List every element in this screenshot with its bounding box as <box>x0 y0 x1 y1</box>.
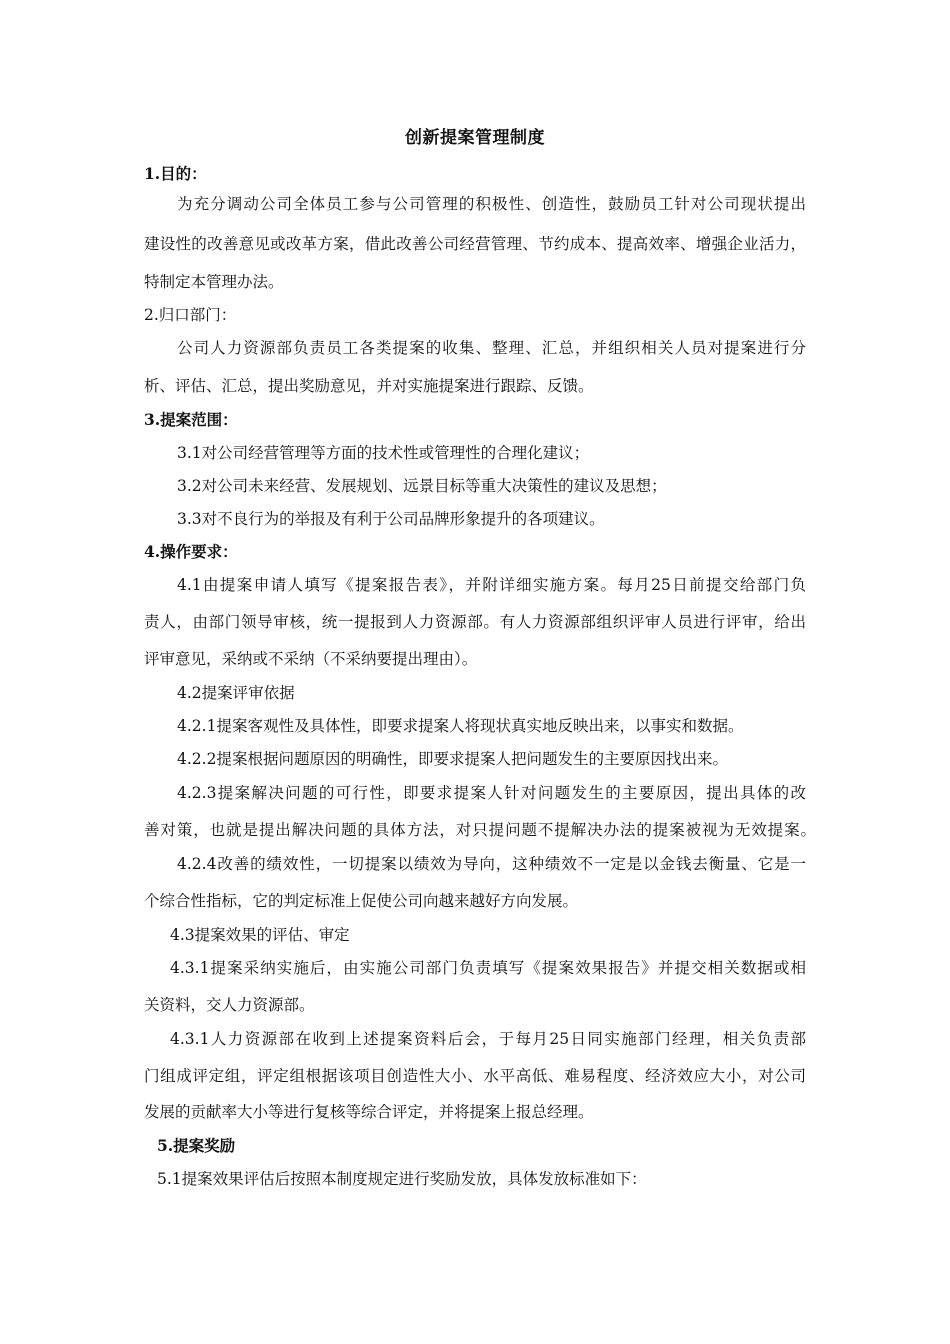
section-heading-rewards: 5.提案奖励 <box>157 1136 236 1155</box>
paragraph-line: 4.2.3提案解决问题的可行性，即要求提案人针对问题发生的主要原因，提出具体的改 <box>177 784 806 802</box>
section-heading-requirements: 4.操作要求： <box>144 542 238 561</box>
list-item: 3.2对公司未来经营、发展规划、远景目标等重大决策性的建议及思想； <box>177 477 667 495</box>
section-heading-department: 2.归口部门： <box>144 306 237 324</box>
document-title: 创新提案管理制度 <box>405 128 545 148</box>
paragraph-line: 关资料，交人力资源部。 <box>144 996 315 1014</box>
paragraph-line: 建设性的改善意见或改革方案，借此改善公司经营管理、节约成本、提高效率、增强企业活力， <box>144 235 806 253</box>
paragraph-line: 评审意见，采纳或不采纳（不采纳要提出理由）。 <box>144 650 478 668</box>
paragraph-line: 4.2.4改善的绩效性，一切提案以绩效为导向，这种绩效不一定是以金钱去衡量、它是一 <box>177 855 806 873</box>
paragraph-line: 5.1提案效果评估后按照本制度规定进行奖励发放，具体发放标准如下： <box>157 1170 647 1188</box>
paragraph-line: 4.1由提案申请人填写《提案报告表》，并附详细实施方案。每月25日前提交给部门负 <box>177 576 806 594</box>
paragraph-line: 为充分调动公司全体员工参与公司管理的积极性、创造性，鼓励员工针对公司现状提出 <box>177 195 806 213</box>
paragraph-line: 责人，由部门领导审核，统一提报到人力资源部。有人力资源部组织评审人员进行评审，给出 <box>144 613 806 631</box>
section-heading-purpose: 1.目的： <box>144 164 207 183</box>
paragraph-line: 4.2.2提案根据问题原因的明确性，即要求提案人把问题发生的主要原因找出来。 <box>177 750 728 768</box>
paragraph-line: 4.2.1提案客观性及具体性，即要求提案人将现状真实地反映出来，以事实和数据。 <box>177 717 744 735</box>
paragraph-line: 善对策，也就是提出解决问题的具体方法，对只提问题不提解决办法的提案被视为无效提案。 <box>144 821 816 839</box>
subsection-heading: 4.3提案效果的评估、审定 <box>170 926 350 944</box>
list-item: 3.3对不良行为的举报及有利于公司品牌形象提升的各项建议。 <box>177 510 605 528</box>
section-heading-scope: 3.提案范围： <box>144 410 238 429</box>
paragraph-line: 4.3.1提案采纳实施后，由实施公司部门负责填写《提案效果报告》并提交相关数据或相 <box>170 959 806 977</box>
paragraph-line: 门组成评定组，评定组根据该项目创造性大小、水平高低、难易程度、经济效应大小，对公司 <box>144 1067 806 1085</box>
list-item: 3.1对公司经营管理等方面的技术性或管理性的合理化建议； <box>177 444 590 462</box>
paragraph-line: 析、评估、汇总，提出奖励意见，并对实施提案进行跟踪、反馈。 <box>144 377 594 395</box>
paragraph-line: 特制定本管理办法。 <box>144 273 284 291</box>
subsection-heading: 4.2提案评审依据 <box>177 684 295 702</box>
paragraph-line: 发展的贡献率大小等进行复核等综合评定，并将提案上报总经理。 <box>144 1103 594 1121</box>
paragraph-line: 4.3.1人力资源部在收到上述提案资料后会，于每月25日同实施部门经理，相关负责部 <box>170 1030 806 1048</box>
paragraph-line: 个综合性指标，它的判定标准上促使公司向越来越好方向发展。 <box>144 892 579 910</box>
paragraph-line: 公司人力资源部负责员工各类提案的收集、整理、汇总，并组织相关人员对提案进行分 <box>177 339 806 357</box>
